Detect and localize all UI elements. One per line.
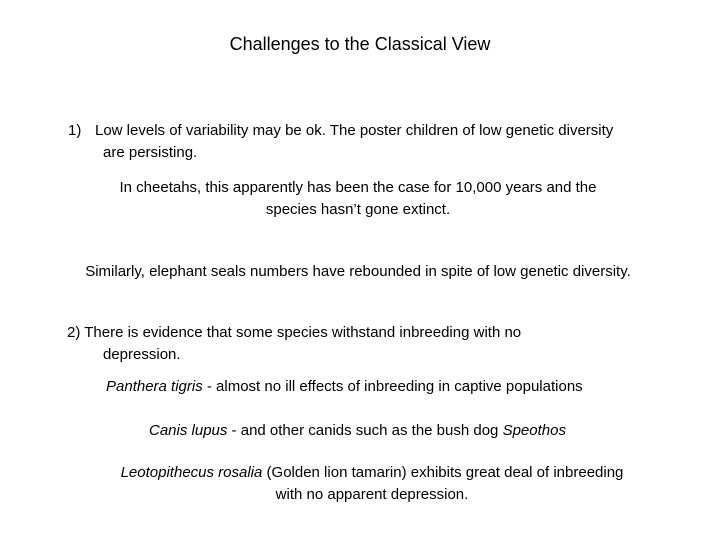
- point2-line1: 2) There is evidence that some species withstand inbreeding with no: [67, 324, 522, 341]
- tamarin-line2: with no apparent depression.: [275, 486, 469, 503]
- slide-title: Challenges to the Classical View: [229, 34, 491, 54]
- canis-species: Canis lupus: [149, 422, 228, 439]
- seals-text: Similarly, elephant seals numbers have rebounded in spite of low genetic diversity.: [85, 263, 631, 280]
- tamarin-species: Leotopithecus rosalia: [120, 464, 263, 481]
- tamarin-description: (Golden lion tamarin) exhibits great deal of inbreeding: [262, 464, 624, 481]
- tiger-text: [106, 377, 583, 397]
- tamarin-line1: [0, 463, 720, 483]
- point1-line2: are persisting.: [103, 144, 198, 161]
- cheetah-line1: In cheetahs, this apparently has been the case for 10,000 years and the: [119, 179, 597, 196]
- canis-description: - and other canids such as the bush dog: [227, 422, 503, 439]
- tiger-species: Panthera tigris: [106, 378, 203, 395]
- point2-line2: depression.: [103, 346, 181, 363]
- point1-number: 1): [68, 122, 82, 139]
- point1-line1: Low levels of variability may be ok. The poster children of low genetic diversity: [95, 122, 614, 139]
- tiger-description: - almost no ill effects of inbreeding in captive populations: [202, 378, 583, 395]
- speothos-species: Speothos: [502, 422, 566, 439]
- canis-text: [149, 421, 566, 441]
- cheetah-line2: species hasn’t gone extinct.: [265, 201, 451, 218]
